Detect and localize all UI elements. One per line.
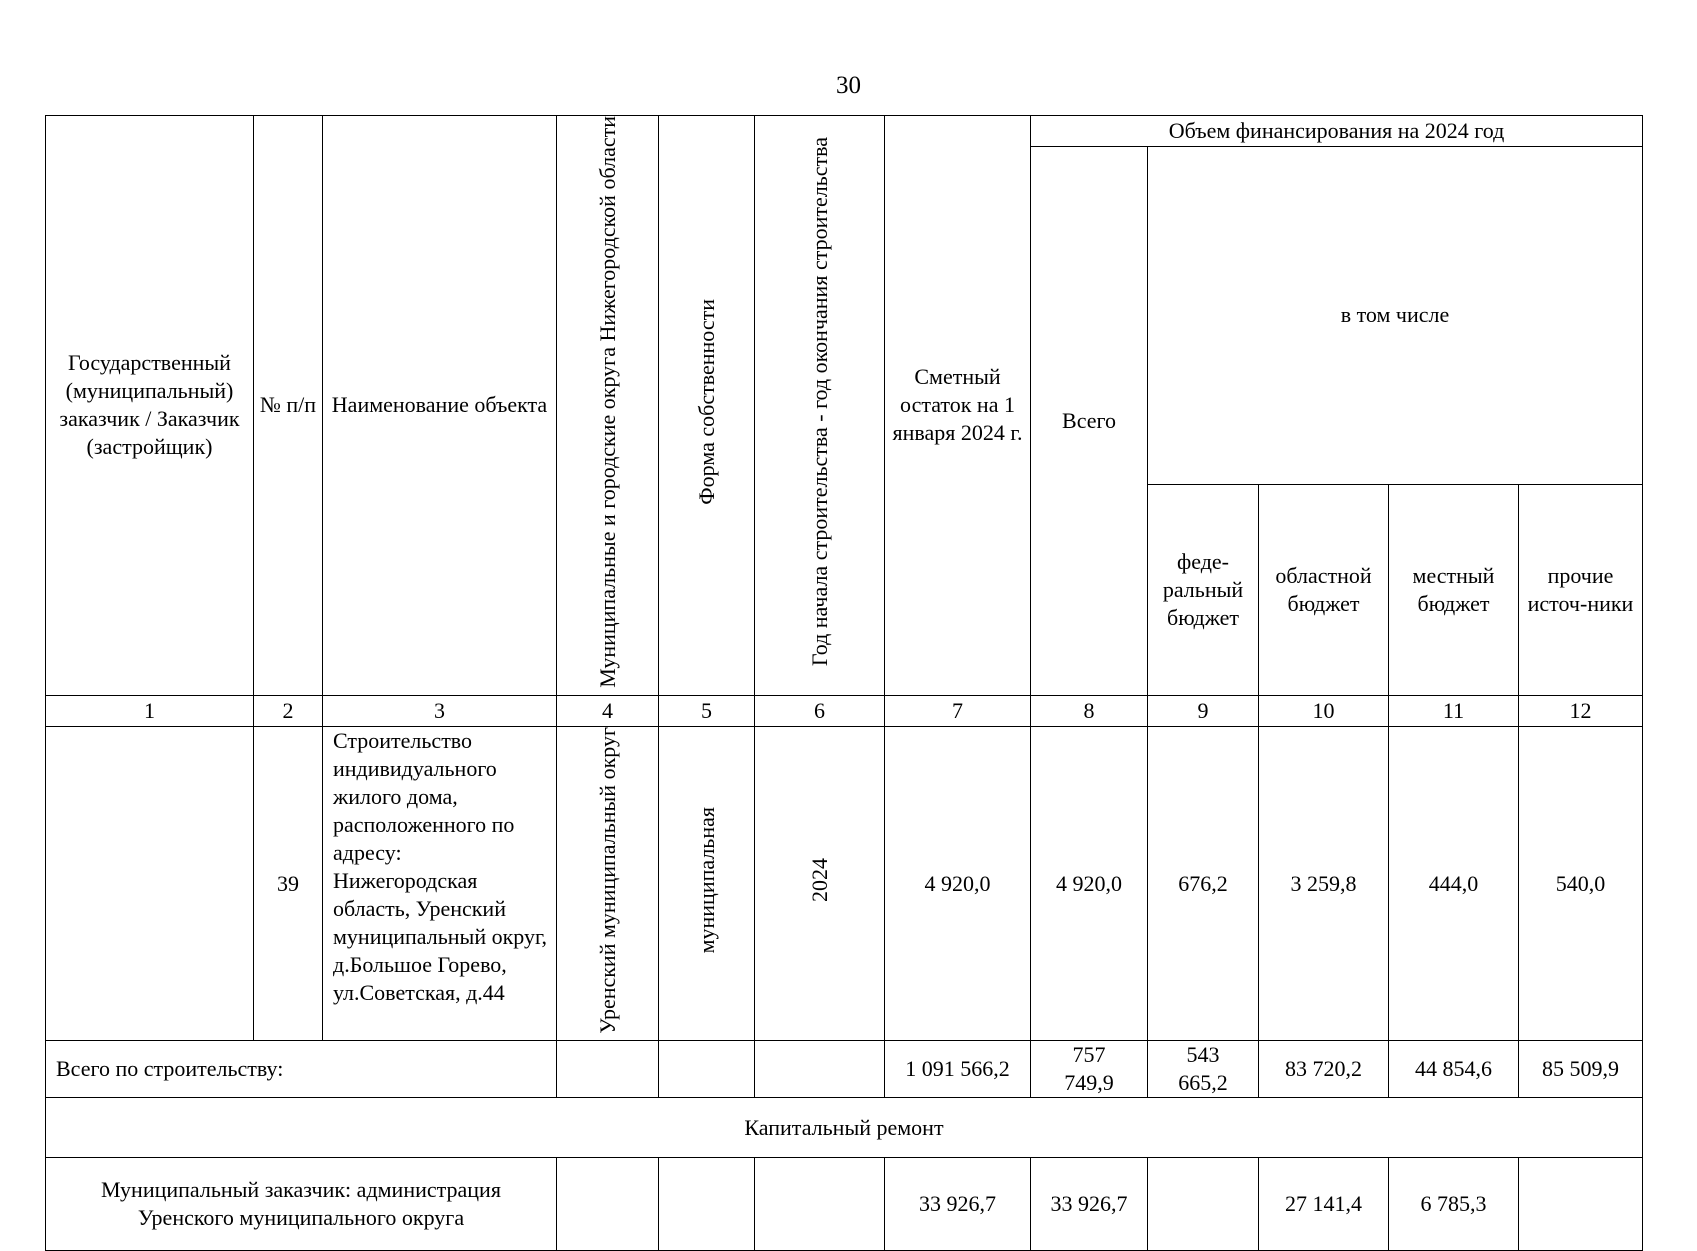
column-numbers-row: [46, 695, 1643, 726]
total-regional: 83 720,2: [1259, 1041, 1389, 1098]
row39-years-label: 2024: [806, 858, 832, 903]
header-regional: областной бюджет: [1259, 484, 1389, 695]
header-total: Всего: [1031, 147, 1148, 696]
column-number: 2: [254, 695, 323, 726]
column-number: 6: [755, 695, 885, 726]
customer-local: 6 785,3: [1389, 1158, 1519, 1251]
header-local: местный бюджет: [1389, 484, 1519, 695]
header-object-name: Наименование объекта: [323, 116, 557, 696]
row39-municipality: [557, 726, 659, 1041]
row39-customer: [46, 726, 254, 1041]
header-including: в том числе: [1148, 147, 1643, 485]
total-local: 44 854,6: [1389, 1041, 1519, 1098]
total-balance: 1 091 566,2: [885, 1041, 1031, 1098]
customer-empty-cell: [659, 1158, 755, 1251]
customer-balance: 33 926,7: [885, 1158, 1031, 1251]
page-number: 30: [836, 72, 861, 99]
total-other: 85 509,9: [1519, 1041, 1643, 1098]
row39-regional: 3 259,8: [1259, 726, 1389, 1041]
column-number: 11: [1389, 695, 1519, 726]
customer-other: [1519, 1158, 1643, 1251]
column-number: 9: [1148, 695, 1259, 726]
header-municipality-label: Муниципальные и городские округа Нижегородской области: [594, 116, 620, 688]
header-ownership-label: Форма собственности: [693, 298, 719, 505]
total-federal: 543 665,2: [1148, 1041, 1259, 1098]
column-number: 1: [46, 695, 254, 726]
row39-object-name: Строительство индивидуального жилого дома, расположенного по адресу: Нижегородская область, Уренский муниципальный округ, д.Большое Горево, ул.Советская, д.44: [323, 726, 557, 1041]
column-number: 4: [557, 695, 659, 726]
column-number: 8: [1031, 695, 1148, 726]
customer-federal: [1148, 1158, 1259, 1251]
column-number: 5: [659, 695, 755, 726]
row39-federal: 676,2: [1148, 726, 1259, 1041]
customer-row: [46, 1158, 1643, 1251]
customer-label: Муниципальный заказчик: администрация Уренского муниципального округа: [46, 1158, 557, 1251]
row39-other: 540,0: [1519, 726, 1643, 1041]
header-ownership: [659, 116, 755, 696]
header-years-label: Год начала строительства - год окончания строительства: [806, 137, 832, 667]
row39-number: 39: [254, 726, 323, 1041]
header-years: [755, 116, 885, 696]
header-customer: Государственный (муниципальный) заказчик / Заказчик (застройщик): [46, 116, 254, 696]
total-empty-cell: [557, 1041, 659, 1098]
total-total: 757 749,9: [1031, 1041, 1148, 1098]
header-other: прочие источ-ники: [1519, 484, 1643, 695]
row39-balance: 4 920,0: [885, 726, 1031, 1041]
header-federal: феде-ральный бюджет: [1148, 484, 1259, 695]
customer-empty-cell: [557, 1158, 659, 1251]
column-number: 10: [1259, 695, 1389, 726]
header-number: № п/п: [254, 116, 323, 696]
total-empty-cell: [755, 1041, 885, 1098]
funding-table: [45, 115, 1643, 1251]
row39-local: 444,0: [1389, 726, 1519, 1041]
column-number: 7: [885, 695, 1031, 726]
customer-empty-cell: [755, 1158, 885, 1251]
customer-regional: 27 141,4: [1259, 1158, 1389, 1251]
row39-years: [755, 726, 885, 1041]
total-row: [46, 1041, 1643, 1098]
table-row: [46, 726, 1643, 1041]
section-row: [46, 1098, 1643, 1158]
header-funding-title: Объем финансирования на 2024 год: [1031, 116, 1643, 147]
section-title: Капитальный ремонт: [46, 1098, 1643, 1158]
row39-municipality-label: Уренский муниципальный округ: [594, 726, 620, 1034]
header-municipality: [557, 116, 659, 696]
column-number: 12: [1519, 695, 1643, 726]
row39-total: 4 920,0: [1031, 726, 1148, 1041]
total-empty-cell: [659, 1041, 755, 1098]
column-number: 3: [323, 695, 557, 726]
header-balance: Сметный остаток на 1 января 2024 г.: [885, 116, 1031, 696]
row39-ownership: [659, 726, 755, 1041]
total-label: Всего по строительству:: [46, 1041, 557, 1098]
customer-total: 33 926,7: [1031, 1158, 1148, 1251]
row39-ownership-label: муниципальная: [693, 806, 719, 954]
